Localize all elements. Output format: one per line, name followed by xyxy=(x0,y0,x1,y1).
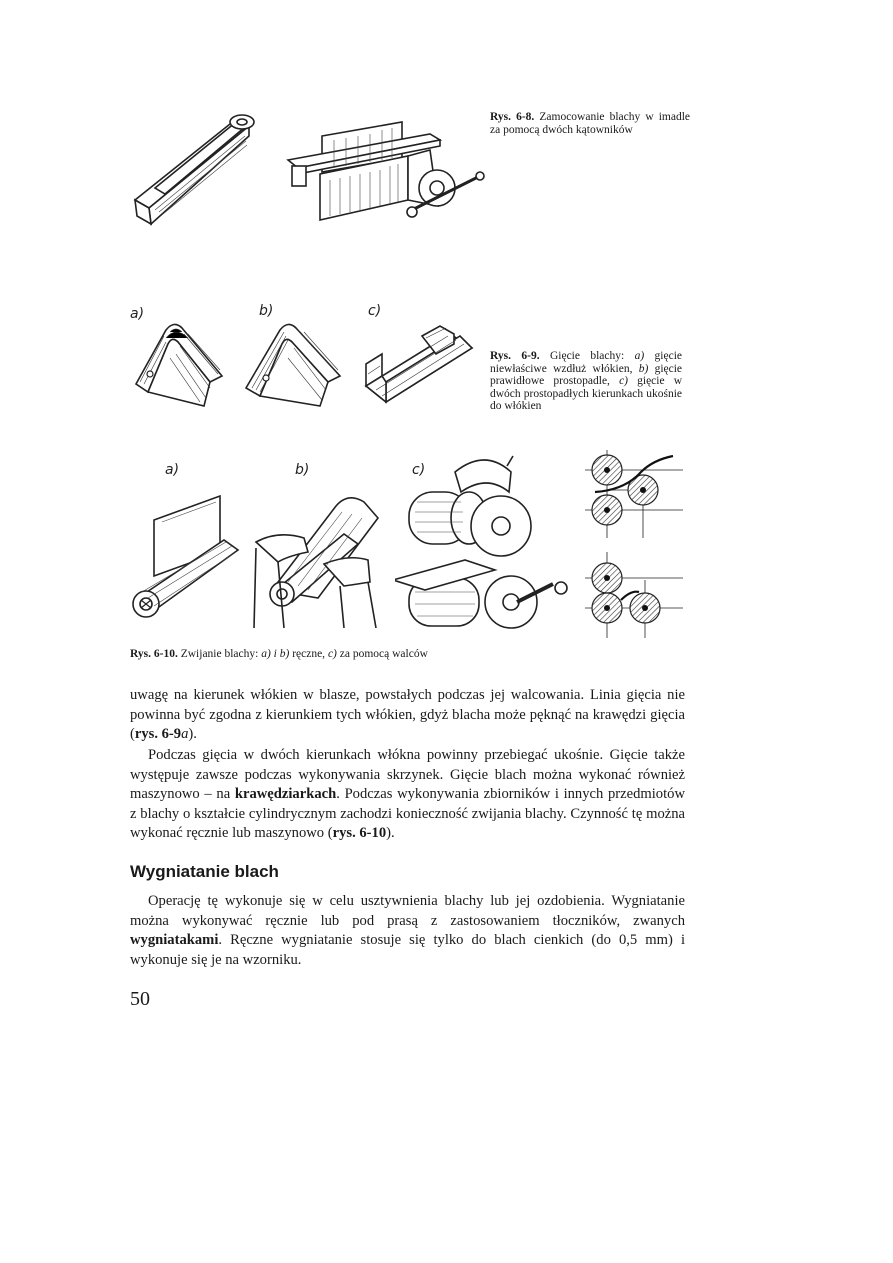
fig-6-9-sub-c: c) xyxy=(368,303,382,319)
paragraph-3-text-2: . Ręczne wygniatanie stosuje się tylko do blach cienkich (do 0,5 mm) i wykonuje się je na wzorniku. xyxy=(130,932,685,968)
fig-6-9-text-1: Gięcie blachy: xyxy=(549,350,625,362)
fig-6-9-text-a: a) xyxy=(634,350,645,362)
bend-across-fibers-illustration xyxy=(240,318,350,410)
fig-6-10-text-1: Zwijanie blachy: xyxy=(180,648,259,660)
fig-6-10-sub-c: c) xyxy=(412,462,426,478)
fig-6-10-sub-a: a) xyxy=(165,462,180,478)
fig-6-8-caption xyxy=(490,111,690,136)
paragraph-2-text-1: Podczas gięcia w dwóch kierunkach włókna powinny przebiegać ukośnie. Gięcie także występuje zawsze podczas wykonywania skrzynek. Gięcie blach można wykonać również maszynowo – na xyxy=(130,747,685,803)
fig-6-9-caption xyxy=(490,350,682,413)
fig-6-9-sub-b: b) xyxy=(259,303,274,319)
fig-6-9-sub-a: a) xyxy=(130,306,145,322)
paragraph-2-ref: rys. 6-10 xyxy=(332,825,387,842)
fig-6-8-text: Zamocowanie blachy w imadle za pomocą dwóch kątowników xyxy=(490,111,690,136)
manual-rolling-b-illustration xyxy=(248,478,388,628)
paragraph-3-text-1: Operację tę wykonuje się w celu usztywnienia blachy lub jej ozdobienia. Wygniatanie można wykonywać ręcznie lub pod prasą z zastosowaniem tłoczników, zwanych xyxy=(130,893,685,929)
paragraph-1-text-2: ). xyxy=(188,726,197,743)
paragraph-3-bold: wygniatakami xyxy=(130,932,219,949)
angle-bar-illustration xyxy=(125,112,265,232)
fig-6-9-text-b: b) xyxy=(638,362,649,375)
fig-6-9-label: Rys. 6-9. xyxy=(490,350,540,362)
fig-6-10-caption xyxy=(130,648,610,661)
roll-diagram-top xyxy=(585,450,685,540)
fig-6-10-label: Rys. 6-10. xyxy=(130,648,178,660)
fig-6-10-text-ab: a) i b) xyxy=(261,648,290,660)
fig-6-10-text-c: c) xyxy=(327,648,337,660)
fig-6-9-text-4: gięcie w dwóch prostopadłych kierunkach ukośnie do włókien xyxy=(490,375,682,412)
paragraph-2-text-3: ). xyxy=(386,825,395,842)
page-number: 50 xyxy=(130,988,150,1010)
roll-diagram-bottom xyxy=(585,550,685,640)
paragraph-1-ref-italic: a xyxy=(181,726,189,743)
manual-rolling-a-illustration xyxy=(128,488,248,623)
fig-6-9-text-3: gięcie prawidłowe prostopadle, xyxy=(490,362,683,387)
fig-6-9-text-2: gięcie niewłaściwe wzdłuż włókien, xyxy=(490,350,682,375)
vise-illustration xyxy=(280,116,485,236)
fig-6-9-text-c: c) xyxy=(619,375,628,387)
paragraph-2 xyxy=(130,746,685,844)
paragraph-1-text-1: uwagę na kierunek włókien w blasze, powstałych podczas jej walcowania. Linia gięcia nie powinna być zgodna z kierunkiem tych włókien, gdyż blacha może pęknąć na krawędzi gięcia ( xyxy=(130,687,685,743)
double-bend-illustration xyxy=(360,318,480,410)
fig-6-8-label: Rys. 6-8. xyxy=(490,111,535,123)
bend-along-fibers-illustration xyxy=(130,318,230,410)
section-heading: Wygniatanie blach xyxy=(130,862,279,881)
fig-6-10-sub-b: b) xyxy=(295,462,310,478)
rolling-machine-illustration xyxy=(395,452,575,632)
paragraph-2-text-2: . Podczas wykonywania zbiorników i innych przedmiotów z blachy o kształcie cylindrycznym zachodzi konieczność zwijania blachy. Czynność tę można wykonać ręcznie lub maszynowo ( xyxy=(130,786,685,842)
fig-6-10-text-3: za pomocą walców xyxy=(339,648,428,660)
paragraph-3 xyxy=(130,892,685,970)
paragraph-1 xyxy=(130,686,685,745)
fig-6-10-text-2: ręczne, xyxy=(292,648,326,660)
paragraph-2-bold: krawędziarkach xyxy=(234,786,337,803)
paragraph-1-ref: rys. 6-9 xyxy=(134,726,182,743)
